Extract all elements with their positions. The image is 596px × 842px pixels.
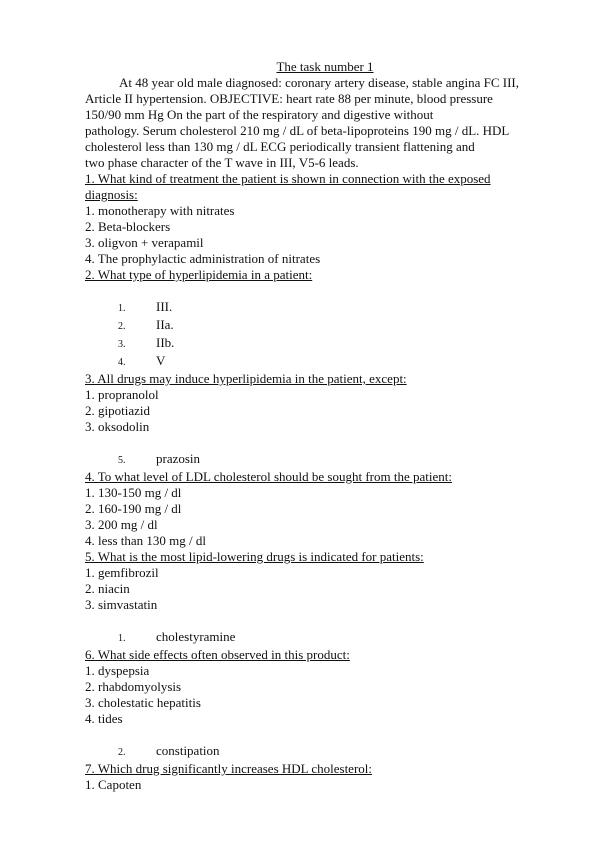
question-4-option: 1. 130-150 mg / dl	[85, 485, 182, 500]
case-line: Article II hypertension. OBJECTIVE: heart rate 88 per minute, blood pressure	[85, 91, 493, 106]
question-2-option	[85, 353, 565, 371]
question-5-option: 1. gemfibrozil	[85, 565, 159, 580]
question-6-text: 6. What side effects often observed in this product:	[85, 647, 350, 662]
question-6-block	[85, 647, 565, 761]
question-6-option	[85, 743, 565, 761]
question-2-block	[85, 267, 565, 371]
option-number: 4.	[118, 357, 126, 368]
option-number: 1.	[118, 633, 126, 644]
question-1-option: 1. monotherapy with nitrates	[85, 203, 235, 218]
option-number: 2.	[118, 747, 126, 758]
question-3-block	[85, 371, 565, 469]
question-5-block	[85, 549, 565, 647]
document-title: The task number 1	[276, 59, 374, 74]
question-2-text: 2. What type of hyperlipidemia in a patient:	[85, 267, 313, 282]
question-1-option: 2. Beta-blockers	[85, 219, 171, 234]
question-4-option: 2. 160-190 mg / dl	[85, 501, 182, 516]
question-3-text: 3. All drugs may induce hyperlipidemia in the patient, except:	[85, 371, 407, 386]
question-5-option: 3. simvastatin	[85, 597, 158, 612]
case-line: pathology. Serum cholesterol 210 mg / dL of beta-lipoproteins 190 mg / dL. HDL	[85, 123, 510, 138]
option-number: 3.	[118, 339, 126, 350]
spacer	[85, 283, 565, 299]
question-6-option: 1. dyspepsia	[85, 663, 150, 678]
question-1-option: 3. oligvon + verapamil	[85, 235, 204, 250]
spacer	[85, 435, 565, 451]
question-6-option: 3. cholestatic hepatitis	[85, 695, 201, 710]
option-number: 2.	[118, 321, 126, 332]
question-3-option: 3. oksodolin	[85, 419, 150, 434]
spacer	[85, 613, 565, 629]
question-2-option	[85, 317, 565, 335]
option-text: cholestyramine	[156, 629, 236, 644]
question-7-block	[85, 761, 565, 793]
option-number: 5.	[118, 455, 126, 466]
spacer	[85, 727, 565, 743]
question-6-option: 2. rhabdomyolysis	[85, 679, 182, 694]
option-text: V	[156, 353, 166, 368]
question-5-text: 5. What is the most lipid-lowering drugs is indicated for patients:	[85, 549, 424, 564]
question-5-option	[85, 629, 565, 647]
case-description	[85, 75, 565, 171]
option-text: III.	[156, 299, 173, 314]
case-line: At 48 year old male diagnosed: coronary artery disease, stable angina FC III,	[119, 75, 519, 90]
case-line: cholesterol less than 130 mg / dL ECG periodically transient flattening and	[85, 139, 475, 154]
question-4-option: 3. 200 mg / dl	[85, 517, 158, 532]
question-6-option: 4. tides	[85, 711, 123, 726]
question-4-text: 4. To what level of LDL cholesterol should be sought from the patient:	[85, 469, 452, 484]
question-1-option: 4. The prophylactic administration of nitrates	[85, 251, 321, 266]
case-line: two phase character of the T wave in III, V5-6 leads.	[85, 155, 359, 170]
question-2-option	[85, 335, 565, 353]
option-text: IIa.	[156, 317, 174, 332]
option-number: 1.	[118, 303, 126, 314]
question-1-block	[85, 171, 565, 267]
document-page	[85, 59, 565, 793]
question-3-option: 2. gipotiazid	[85, 403, 150, 418]
case-line: 150/90 mm Hg On the part of the respiratory and digestive without	[85, 107, 434, 122]
question-7-option: 1. Capoten	[85, 777, 142, 792]
option-text: IIb.	[156, 335, 175, 350]
question-3-option: 1. propranolol	[85, 387, 159, 402]
option-text: constipation	[156, 743, 220, 758]
question-4-option: 4. less than 130 mg / dl	[85, 533, 206, 548]
question-1-text: 1. What kind of treatment the patient is shown in connection with the exposed diagnosis:	[85, 171, 491, 202]
question-4-block	[85, 469, 565, 549]
question-7-text: 7. Which drug significantly increases HDL cholesterol:	[85, 761, 373, 776]
option-text: prazosin	[156, 451, 201, 466]
question-3-option	[85, 451, 565, 469]
question-2-option	[85, 299, 565, 317]
question-5-option: 2. niacin	[85, 581, 130, 596]
